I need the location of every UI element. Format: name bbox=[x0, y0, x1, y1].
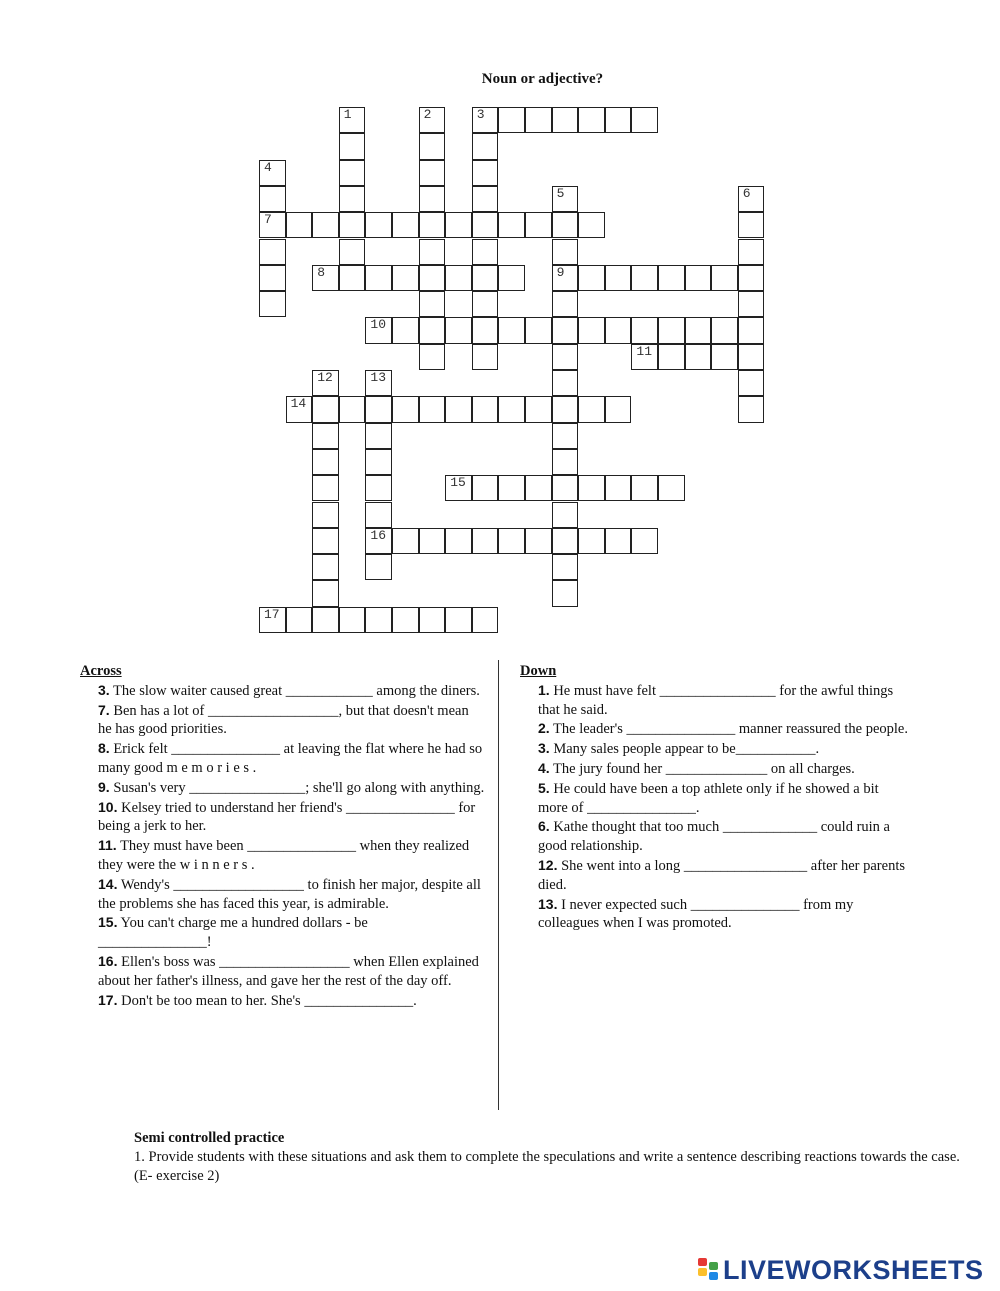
crossword-cell[interactable] bbox=[631, 317, 658, 343]
crossword-cell[interactable] bbox=[685, 265, 712, 291]
crossword-cell[interactable] bbox=[419, 107, 446, 133]
crossword-cell[interactable] bbox=[525, 475, 552, 501]
crossword-cell[interactable] bbox=[365, 449, 392, 475]
cell-number: 6 bbox=[742, 185, 751, 201]
crossword-cell[interactable] bbox=[312, 607, 339, 633]
crossword-cell[interactable] bbox=[685, 317, 712, 343]
crossword-cell[interactable] bbox=[286, 396, 313, 422]
crossword-cell[interactable] bbox=[552, 239, 579, 265]
crossword-cell[interactable] bbox=[472, 344, 499, 370]
crossword-cell[interactable] bbox=[552, 212, 579, 238]
crossword-cell[interactable] bbox=[392, 212, 419, 238]
across-clue-number: 17. bbox=[98, 991, 118, 1008]
crossword-cell[interactable] bbox=[472, 160, 499, 186]
crossword-cell[interactable] bbox=[631, 475, 658, 501]
crossword-cell[interactable] bbox=[472, 607, 499, 633]
crossword-cell[interactable] bbox=[445, 475, 472, 501]
crossword-cell[interactable] bbox=[419, 396, 446, 422]
across-clue-text: You can't charge me a hundred dollars - be _______________! bbox=[98, 915, 368, 951]
cell-number: 8 bbox=[317, 264, 325, 280]
down-clues bbox=[520, 662, 912, 933]
crossword-cell[interactable] bbox=[312, 502, 339, 528]
across-clue-text: Kelsey tried to understand her friend's _______________ for being a jerk to her. bbox=[98, 799, 476, 835]
crossword-cell[interactable] bbox=[472, 396, 499, 422]
crossword-cell[interactable] bbox=[552, 580, 579, 606]
crossword-cell[interactable] bbox=[552, 396, 579, 422]
crossword-cell[interactable] bbox=[339, 212, 366, 238]
crossword-cell[interactable] bbox=[658, 475, 685, 501]
crossword-cell[interactable] bbox=[552, 107, 579, 133]
crossword-cell[interactable] bbox=[445, 396, 472, 422]
across-heading: Across bbox=[80, 663, 122, 679]
logo-text: LIVEWORKSHEETS bbox=[723, 1255, 984, 1285]
crossword-cell[interactable] bbox=[578, 107, 605, 133]
crossword-cell[interactable] bbox=[392, 265, 419, 291]
down-clue-text: He could have been a top athlete only if he showed a bit more of _______________. bbox=[538, 780, 879, 816]
crossword-cell[interactable] bbox=[525, 396, 552, 422]
crossword-cell[interactable] bbox=[365, 265, 392, 291]
crossword-cell[interactable] bbox=[419, 133, 446, 159]
crossword-cell[interactable] bbox=[738, 291, 765, 317]
cell-number: 4 bbox=[264, 159, 272, 175]
crossword-cell[interactable] bbox=[525, 528, 552, 554]
crossword-cell[interactable] bbox=[552, 370, 579, 396]
across-clue-text: Ellen's boss was __________________ when Ellen explained about her father's illness, and gave her the rest of the day off. bbox=[98, 953, 479, 989]
crossword-cell[interactable] bbox=[312, 449, 339, 475]
crossword-cell[interactable] bbox=[259, 607, 286, 633]
crossword-cell[interactable] bbox=[605, 528, 632, 554]
crossword-cell[interactable] bbox=[259, 212, 286, 238]
across-clues bbox=[80, 662, 485, 1010]
crossword-cell[interactable] bbox=[445, 607, 472, 633]
crossword-cell[interactable] bbox=[552, 344, 579, 370]
crossword-cell[interactable] bbox=[472, 107, 499, 133]
cell-number: 14 bbox=[290, 396, 307, 412]
across-clue bbox=[80, 681, 485, 701]
crossword-cell[interactable] bbox=[445, 317, 472, 343]
across-clue-number: 14. bbox=[98, 875, 118, 892]
crossword-cell[interactable] bbox=[312, 265, 339, 291]
crossword-cell[interactable] bbox=[472, 528, 499, 554]
down-clue-text: Many sales people appear to be___________. bbox=[549, 741, 820, 758]
crossword-cell[interactable] bbox=[552, 186, 579, 212]
down-clue-number: 12. bbox=[538, 856, 558, 873]
crossword-cell[interactable] bbox=[658, 344, 685, 370]
cell-number: 2 bbox=[423, 107, 432, 122]
crossword-cell[interactable] bbox=[472, 239, 499, 265]
crossword-cell[interactable] bbox=[339, 107, 366, 133]
crossword-cell[interactable] bbox=[631, 528, 658, 554]
across-clue-text: Erick felt _______________ at leaving the flat where he had so many good m e m o r i e s . bbox=[98, 741, 483, 776]
cell-number: 3 bbox=[476, 107, 485, 122]
crossword-cell[interactable] bbox=[392, 528, 419, 554]
crossword-cell[interactable] bbox=[472, 475, 499, 501]
cell-number: 13 bbox=[370, 370, 386, 385]
crossword-cell[interactable] bbox=[525, 107, 552, 133]
crossword-cell[interactable] bbox=[392, 607, 419, 633]
across-clue bbox=[80, 798, 485, 837]
crossword-cell[interactable] bbox=[578, 396, 605, 422]
cell-number: 1 bbox=[343, 107, 352, 122]
crossword-cell[interactable] bbox=[552, 502, 579, 528]
crossword-cell[interactable] bbox=[525, 317, 552, 343]
crossword-cell[interactable] bbox=[631, 265, 658, 291]
down-heading: Down bbox=[520, 663, 557, 679]
crossword-cell[interactable] bbox=[498, 317, 525, 343]
down-clue bbox=[520, 856, 912, 895]
across-clue-number: 11. bbox=[98, 837, 117, 854]
down-clue-text: Kathe thought that too much _____________ could ruin a good relationship. bbox=[538, 819, 890, 855]
crossword-cell[interactable] bbox=[339, 607, 366, 633]
cell-number: 11 bbox=[636, 343, 652, 359]
down-clue-number: 2. bbox=[538, 720, 550, 737]
crossword-cell[interactable] bbox=[685, 344, 712, 370]
down-clue-text: The leader's _______________ manner reassured the people. bbox=[549, 721, 908, 738]
crossword-cell[interactable] bbox=[498, 396, 525, 422]
crossword-cell[interactable] bbox=[419, 160, 446, 186]
cell-number: 10 bbox=[370, 317, 386, 333]
logo-icon bbox=[698, 1258, 720, 1284]
crossword-cell[interactable] bbox=[445, 212, 472, 238]
crossword-cell[interactable] bbox=[498, 212, 525, 238]
crossword-cell[interactable] bbox=[578, 265, 605, 291]
crossword-cell[interactable] bbox=[552, 265, 579, 291]
across-clue-number: 7. bbox=[98, 701, 110, 718]
across-clue bbox=[80, 701, 485, 740]
across-clue-text: Don't be too mean to her. She's _______________. bbox=[117, 992, 417, 1009]
down-clue-text: The jury found her ______________ on all charges. bbox=[549, 760, 855, 777]
crossword-cell[interactable] bbox=[578, 475, 605, 501]
crossword-cell[interactable] bbox=[605, 317, 632, 343]
crossword-cell[interactable] bbox=[365, 423, 392, 449]
across-clue bbox=[80, 913, 485, 952]
crossword-cell[interactable] bbox=[711, 265, 738, 291]
crossword-cell[interactable] bbox=[552, 554, 579, 580]
crossword-cell[interactable] bbox=[259, 239, 286, 265]
down-clue bbox=[520, 719, 912, 739]
crossword-cell[interactable] bbox=[738, 265, 765, 291]
across-clue bbox=[80, 991, 485, 1011]
crossword-cell[interactable] bbox=[419, 212, 446, 238]
crossword-cell[interactable] bbox=[738, 239, 765, 265]
crossword-cell[interactable] bbox=[392, 317, 419, 343]
down-clue-number: 4. bbox=[538, 759, 550, 776]
crossword-cell[interactable] bbox=[552, 475, 579, 501]
crossword-cell[interactable] bbox=[578, 212, 605, 238]
crossword-cell[interactable] bbox=[365, 212, 392, 238]
crossword-cell[interactable] bbox=[419, 607, 446, 633]
crossword-cell[interactable] bbox=[658, 317, 685, 343]
crossword-cell[interactable] bbox=[312, 580, 339, 606]
crossword-cell[interactable] bbox=[365, 317, 392, 343]
crossword-cell[interactable] bbox=[419, 265, 446, 291]
crossword-cell[interactable] bbox=[738, 186, 765, 212]
crossword-cell[interactable] bbox=[552, 528, 579, 554]
crossword-cell[interactable] bbox=[525, 212, 552, 238]
down-clue-text: He must have felt ________________ for the awful things that he said. bbox=[538, 682, 894, 718]
crossword-cell[interactable] bbox=[605, 265, 632, 291]
crossword-cell[interactable] bbox=[552, 291, 579, 317]
cell-number: 7 bbox=[264, 212, 272, 228]
crossword-cell[interactable] bbox=[498, 107, 525, 133]
across-clue-number: 10. bbox=[98, 798, 118, 815]
across-clue-number: 3. bbox=[98, 681, 110, 698]
crossword-cell[interactable] bbox=[312, 370, 339, 396]
crossword-cell[interactable] bbox=[365, 528, 392, 554]
crossword-cell[interactable] bbox=[339, 160, 366, 186]
across-clue-number: 15. bbox=[98, 914, 118, 931]
across-clue-text: They must have been _______________ when they realized they were the w i n n e r s . bbox=[98, 838, 470, 873]
across-clue bbox=[80, 739, 485, 778]
crossword-cell[interactable] bbox=[419, 528, 446, 554]
crossword-cell[interactable] bbox=[552, 423, 579, 449]
across-clue-text: Wendy's __________________ to finish her major, despite all the problems she has faced this year, is admirable. bbox=[98, 876, 481, 912]
crossword-cell[interactable] bbox=[365, 396, 392, 422]
crossword-cell[interactable] bbox=[312, 475, 339, 501]
crossword-cell[interactable] bbox=[631, 344, 658, 370]
crossword-cell[interactable] bbox=[738, 317, 765, 343]
across-clue-number: 16. bbox=[98, 952, 118, 969]
crossword-cell[interactable] bbox=[339, 133, 366, 159]
across-clue bbox=[80, 875, 485, 914]
crossword-cell[interactable] bbox=[365, 607, 392, 633]
crossword-cell[interactable] bbox=[312, 528, 339, 554]
crossword-cell[interactable] bbox=[286, 607, 313, 633]
crossword-cell[interactable] bbox=[419, 186, 446, 212]
crossword-cell[interactable] bbox=[365, 554, 392, 580]
crossword-cell[interactable] bbox=[472, 291, 499, 317]
crossword-cell[interactable] bbox=[738, 370, 765, 396]
down-clue-number: 1. bbox=[538, 681, 550, 698]
across-clue bbox=[80, 836, 485, 875]
crossword-cell[interactable] bbox=[472, 133, 499, 159]
crossword-cell[interactable] bbox=[472, 212, 499, 238]
across-clue-number: 8. bbox=[98, 740, 110, 757]
semi-instructions: 1. Provide students with these situations and ask them to complete the speculations and write a sentence describing reactions towards the case. (E- exercise 2) bbox=[134, 1149, 960, 1184]
crossword-cell[interactable] bbox=[445, 265, 472, 291]
down-clue-number: 13. bbox=[538, 895, 558, 912]
crossword-cell[interactable] bbox=[365, 370, 392, 396]
crossword-cell[interactable] bbox=[498, 265, 525, 291]
column-divider bbox=[498, 660, 499, 1110]
crossword-cell[interactable] bbox=[339, 396, 366, 422]
cell-number: 16 bbox=[370, 527, 386, 543]
crossword-cell[interactable] bbox=[259, 160, 286, 186]
crossword-cell[interactable] bbox=[419, 291, 446, 317]
page-title: Noun or adjective? bbox=[481, 71, 604, 87]
crossword-cell[interactable] bbox=[578, 317, 605, 343]
down-clue bbox=[520, 681, 912, 720]
across-clue-text: Ben has a lot of __________________, but that doesn't mean he has good priorities. bbox=[98, 702, 469, 738]
across-clue bbox=[80, 952, 485, 991]
crossword-cell[interactable] bbox=[445, 528, 472, 554]
semi-heading: Semi controlled practice bbox=[134, 1130, 285, 1146]
down-clue-text: I never expected such _______________ from my colleagues when I was promoted. bbox=[538, 896, 854, 932]
crossword-cell[interactable] bbox=[472, 265, 499, 291]
cell-number: 9 bbox=[556, 264, 565, 280]
crossword-cell[interactable] bbox=[472, 317, 499, 343]
down-clue bbox=[520, 779, 912, 818]
semi-controlled-section bbox=[134, 1129, 964, 1186]
crossword-cell[interactable] bbox=[738, 212, 765, 238]
crossword-cell[interactable] bbox=[472, 186, 499, 212]
crossword-cell[interactable] bbox=[711, 344, 738, 370]
cell-number: 17 bbox=[264, 606, 280, 622]
crossword-cell[interactable] bbox=[419, 344, 446, 370]
crossword-cell[interactable] bbox=[312, 212, 339, 238]
cell-number: 15 bbox=[450, 475, 466, 491]
cell-number: 5 bbox=[556, 185, 565, 201]
down-clue bbox=[520, 817, 912, 856]
crossword-cell[interactable] bbox=[578, 528, 605, 554]
crossword-cell[interactable] bbox=[365, 475, 392, 501]
crossword-cell[interactable] bbox=[658, 265, 685, 291]
crossword-cell[interactable] bbox=[419, 317, 446, 343]
down-clue bbox=[520, 895, 912, 934]
crossword-cell[interactable] bbox=[419, 239, 446, 265]
across-clue-number: 9. bbox=[98, 778, 110, 795]
crossword-cell[interactable] bbox=[339, 265, 366, 291]
crossword-cell[interactable] bbox=[711, 317, 738, 343]
down-clue bbox=[520, 759, 912, 779]
crossword-cell[interactable] bbox=[738, 344, 765, 370]
down-clue-number: 5. bbox=[538, 779, 550, 796]
down-clue bbox=[520, 739, 912, 759]
cell-number: 12 bbox=[317, 370, 333, 385]
across-clue-text: Susan's very ________________; she'll go along with anything. bbox=[109, 779, 485, 796]
crossword-cell[interactable] bbox=[392, 396, 419, 422]
crossword-cell[interactable] bbox=[259, 291, 286, 317]
across-clue-text: The slow waiter caused great ____________ among the diners. bbox=[109, 682, 480, 699]
crossword-cell[interactable] bbox=[312, 423, 339, 449]
crossword-cell[interactable] bbox=[259, 186, 286, 212]
crossword-cell[interactable] bbox=[312, 396, 339, 422]
crossword-cell[interactable] bbox=[631, 107, 658, 133]
crossword-cell[interactable] bbox=[259, 265, 286, 291]
across-clue bbox=[80, 778, 485, 798]
crossword-cell[interactable] bbox=[339, 186, 366, 212]
down-clue-number: 6. bbox=[538, 818, 550, 835]
crossword-cell[interactable] bbox=[339, 239, 366, 265]
crossword-cell[interactable] bbox=[498, 528, 525, 554]
liveworksheets-logo bbox=[698, 1255, 984, 1286]
crossword-cell[interactable] bbox=[498, 475, 525, 501]
crossword-cell[interactable] bbox=[605, 396, 632, 422]
crossword-cell[interactable] bbox=[286, 212, 313, 238]
crossword-cell[interactable] bbox=[605, 475, 632, 501]
crossword-cell[interactable] bbox=[312, 554, 339, 580]
crossword-cell[interactable] bbox=[365, 502, 392, 528]
down-clue-number: 3. bbox=[538, 740, 550, 757]
crossword-cell[interactable] bbox=[605, 107, 632, 133]
crossword-cell[interactable] bbox=[552, 449, 579, 475]
down-clue-text: She went into a long _________________ after her parents died. bbox=[538, 857, 905, 893]
crossword-cell[interactable] bbox=[738, 396, 765, 422]
crossword-cell[interactable] bbox=[552, 317, 579, 343]
